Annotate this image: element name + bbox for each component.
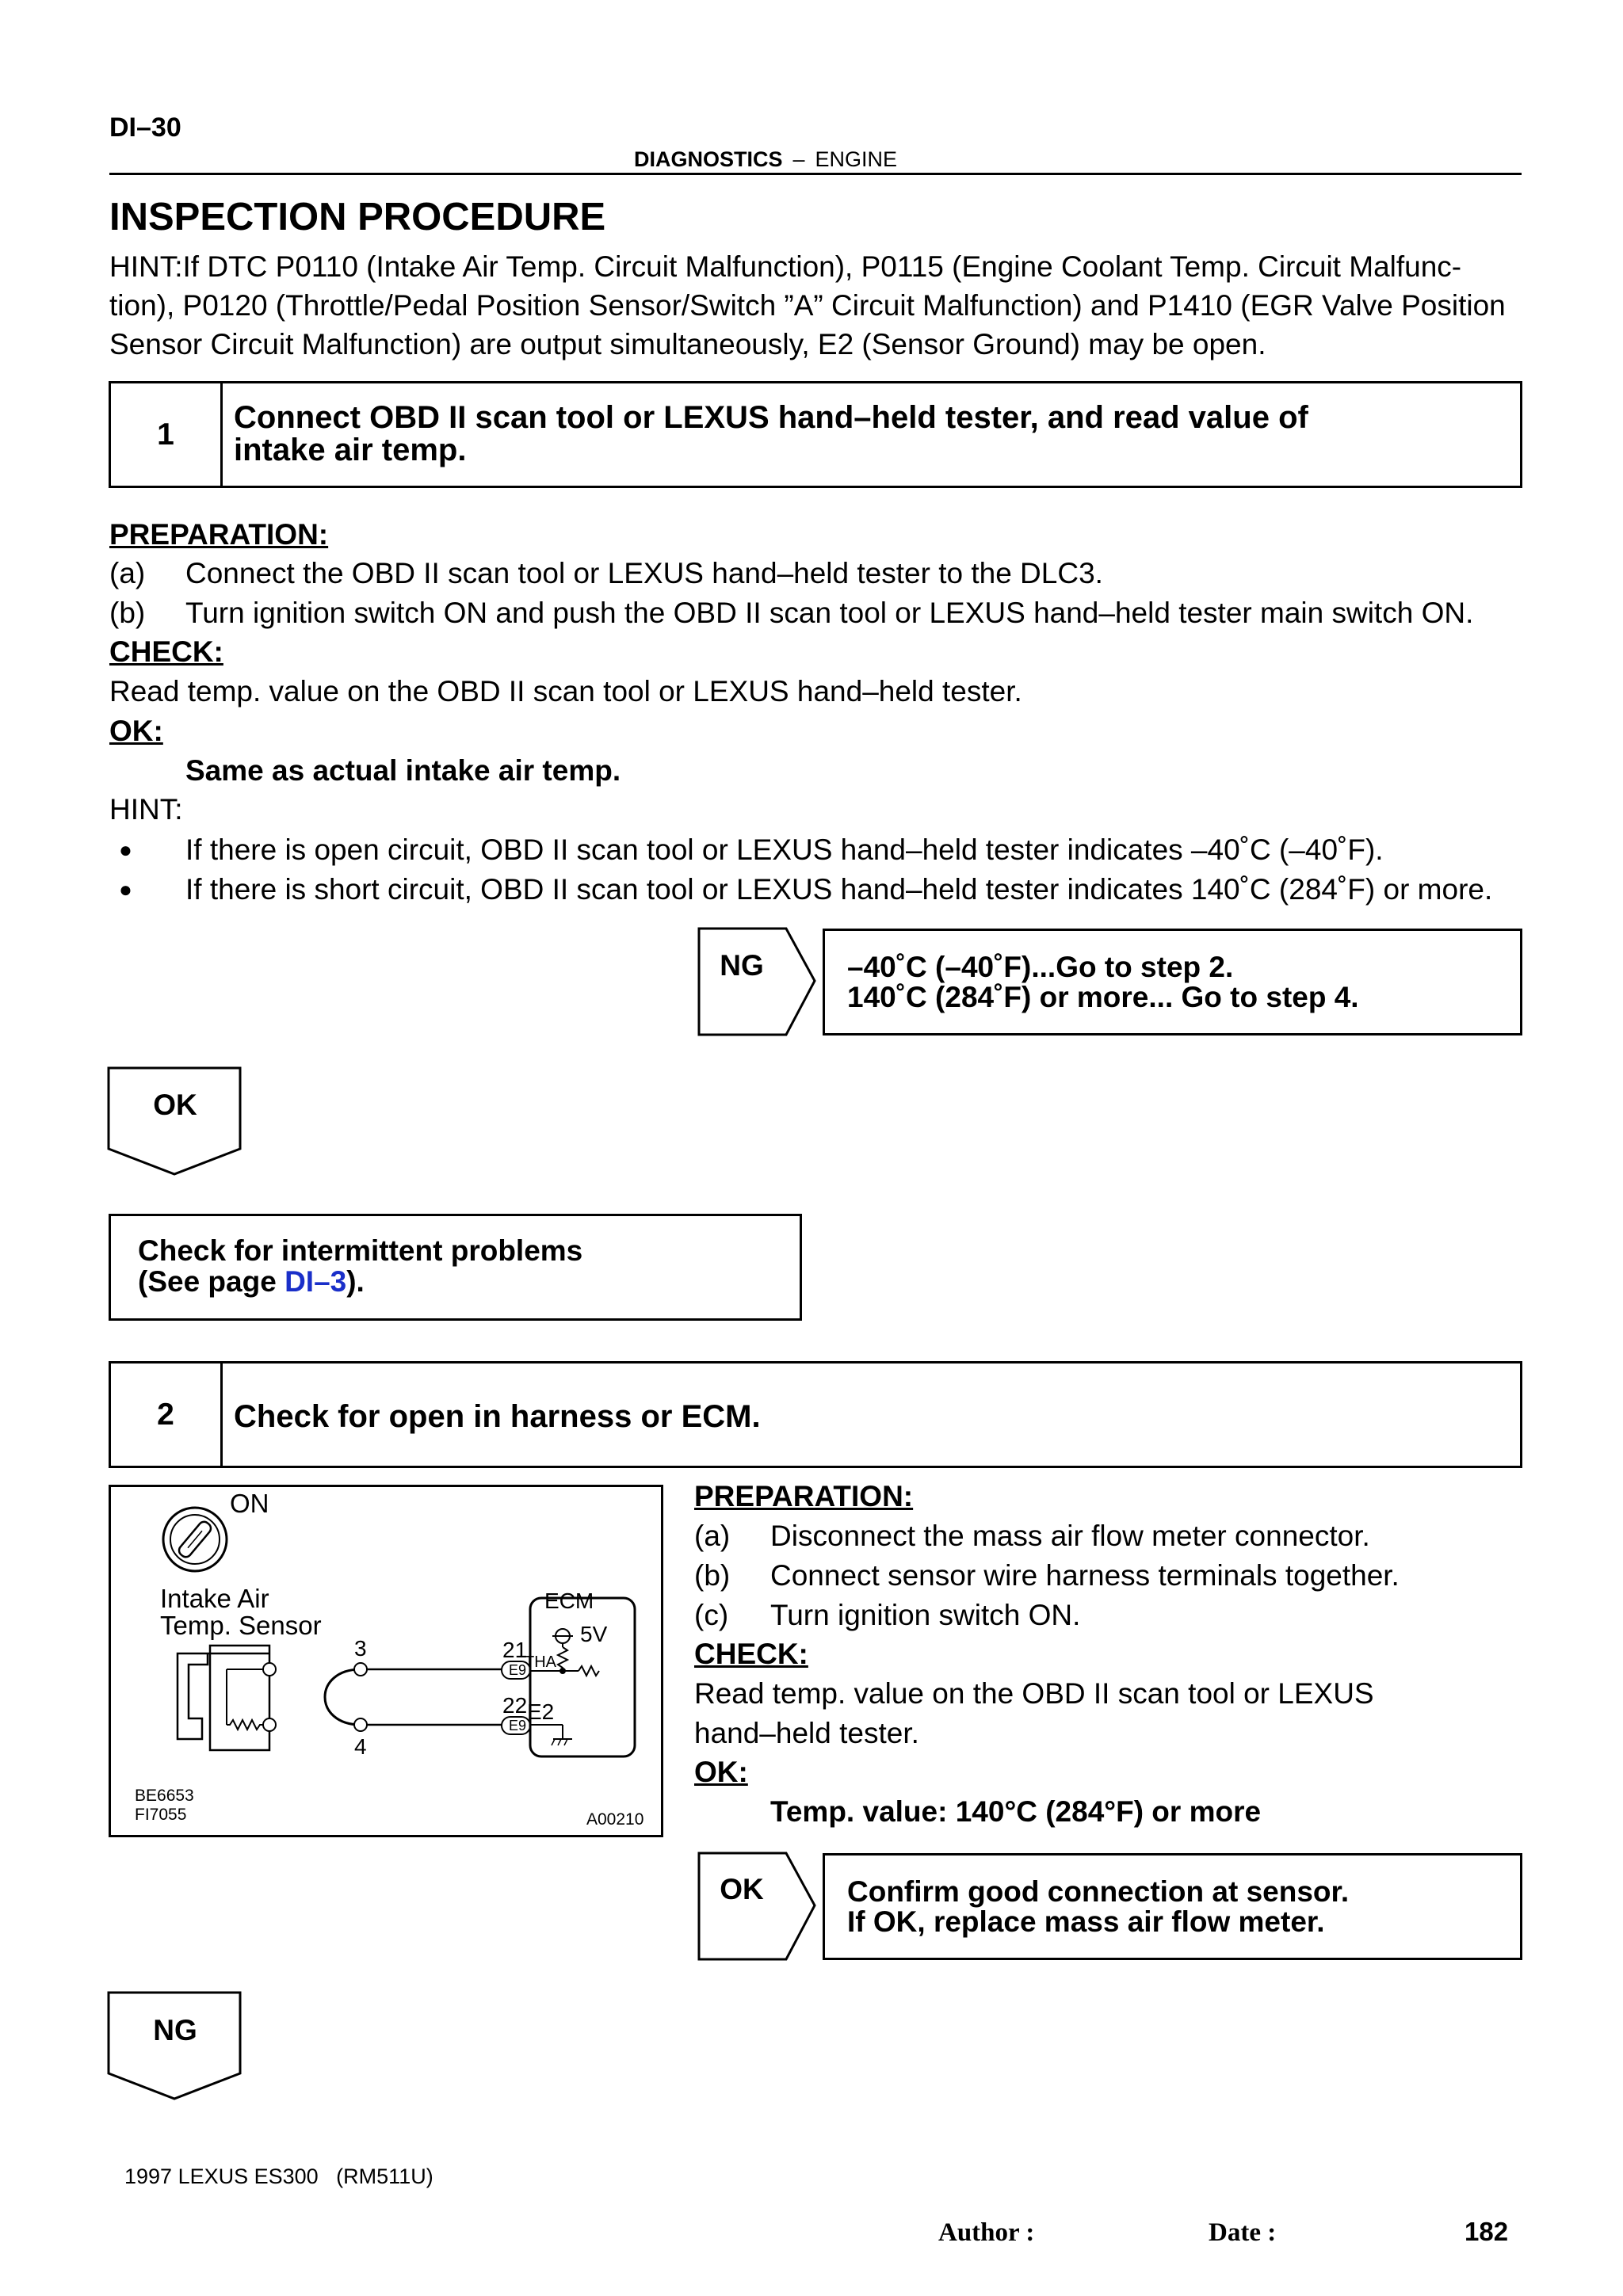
diagram-sensor-label-1: Intake Air <box>160 1584 269 1613</box>
intake-air-temp-sensor-icon <box>178 1646 276 1750</box>
page-link-di3[interactable]: DI–3 <box>285 1265 347 1298</box>
step-1-check-label: CHECK: <box>109 635 223 668</box>
page-code: DI–30 <box>109 113 181 143</box>
step-2-ok-result-line-1: Confirm good connection at sensor. <box>847 1875 1350 1908</box>
step-1-prep-b-letter: (b) <box>109 597 146 629</box>
step-2-check-line-2: hand–held tester. <box>694 1717 919 1749</box>
ignition-key-icon <box>163 1508 227 1571</box>
step-2-header <box>109 1361 1522 1468</box>
step-1-ok-arrow-label: OK <box>153 1089 197 1121</box>
ok-down-arrow-shape <box>107 1066 243 1177</box>
step-1-ng-result-box <box>823 929 1522 1035</box>
step-1-title-line-2: intake air temp. <box>234 433 467 467</box>
diagram-connector-e9-b: E9 <box>508 1718 527 1733</box>
step-2-prep-b-text: Connect sensor wire harness terminals together. <box>770 1559 1400 1592</box>
intermittent-suffix: ). <box>346 1265 365 1298</box>
step-2-prep-c-letter: (c) <box>694 1599 729 1631</box>
step-2-ok-label: OK: <box>694 1756 748 1788</box>
diagram-on-label: ON <box>230 1489 269 1518</box>
intermittent-line-2 <box>138 1266 365 1298</box>
header-subsection: ENGINE <box>815 147 898 171</box>
diagram-5v-label: 5V <box>580 1622 608 1646</box>
step-1-ng-result-line-2: 140˚C (284˚F) or more... Go to step 4. <box>847 981 1359 1013</box>
step-2-prep-c-text: Turn ignition switch ON. <box>770 1599 1081 1631</box>
ok-right-arrow-shape <box>697 1852 818 1962</box>
intermittent-line-1: Check for intermittent problems <box>138 1234 583 1267</box>
diagram-pin-22: 22 <box>502 1693 528 1718</box>
bullet-icon: ● <box>119 877 132 902</box>
jumper-wire <box>325 1669 361 1725</box>
header-rule <box>109 173 1522 175</box>
diagram-connector-e9-a: E9 <box>508 1662 527 1678</box>
step-2-ok-result-line-2: If OK, replace mass air flow meter. <box>847 1905 1325 1938</box>
step-2-title: Check for open in harness or ECM. <box>234 1399 761 1434</box>
step-2-prep-a-letter: (a) <box>694 1520 731 1552</box>
diagram-code-2: FI7055 <box>135 1806 187 1824</box>
wiring-diagram <box>109 1485 663 1837</box>
hint-intro-line-2: tion), P0120 (Throttle/Pedal Position Sensor/Switch ”A” Circuit Malfunction) and P1410 (EGR Valve Position <box>109 289 1506 322</box>
diagram-tha-label: THA <box>525 1653 556 1671</box>
step-1-hint-item-1: If there is open circuit, OBD II scan tool or LEXUS hand–held tester indicates –40˚C (–40˚F). <box>185 833 1384 866</box>
step-2-ok-result-box <box>823 1853 1522 1960</box>
bullet-icon: ● <box>119 837 132 862</box>
step-1-ng-result-line-1: –40˚C (–40˚F)...Go to step 2. <box>847 951 1234 983</box>
step-2-number: 2 <box>111 1363 223 1466</box>
diagram-code-3: A00210 <box>586 1810 644 1829</box>
step-1-check-text: Read temp. value on the OBD II scan tool or LEXUS hand–held tester. <box>109 675 1022 707</box>
footer-page-number: 182 <box>1465 2217 1509 2246</box>
page-title: INSPECTION PROCEDURE <box>109 196 606 238</box>
footer-author-label: Author : <box>938 2218 1035 2247</box>
step-2-ng-arrow-label: NG <box>153 2014 197 2046</box>
step-1-ng-arrow-label: NG <box>720 949 764 982</box>
intermittent-prefix: (See page <box>138 1265 285 1298</box>
step-1-prep-b-text: Turn ignition switch ON and push the OBD II scan tool or LEXUS hand–held tester main switch ON. <box>185 597 1474 629</box>
step-1-ok-label: OK: <box>109 715 163 747</box>
header-dash: – <box>792 147 805 171</box>
step-2-prep-a-text: Disconnect the mass air flow meter connector. <box>770 1520 1370 1552</box>
diagram-e2-label: E2 <box>527 1699 555 1724</box>
header-section <box>634 147 897 172</box>
step-1-hint-item-2: If there is short circuit, OBD II scan tool or LEXUS hand–held tester indicates 140˚C (284˚F) or more. <box>185 873 1493 906</box>
ng-arrow-shape <box>697 927 818 1038</box>
diagram-pin-21: 21 <box>502 1638 528 1662</box>
step-2-ok-arrow-label: OK <box>720 1873 764 1905</box>
step-2-prep-b-letter: (b) <box>694 1559 731 1592</box>
step-1-prep-a-letter: (a) <box>109 557 146 589</box>
step-1-ok-text: Same as actual intake air temp. <box>185 754 621 787</box>
hint-intro-line-3: Sensor Circuit Malfunction) are output simultaneously, E2 (Sensor Ground) may be open. <box>109 328 1266 360</box>
diagram-sensor-label-2: Temp. Sensor <box>160 1611 322 1640</box>
footer-model: 1997 LEXUS ES300 (RM511U) <box>124 2164 433 2188</box>
diagram-ecm-label: ECM <box>544 1589 594 1613</box>
diagram-pin-4: 4 <box>354 1734 367 1759</box>
diagram-code-1: BE6653 <box>135 1787 194 1805</box>
step-2-preparation-label: PREPARATION: <box>694 1480 914 1512</box>
step-2-check-label: CHECK: <box>694 1638 808 1670</box>
header-section-name: DIAGNOSTICS <box>634 147 783 171</box>
hint-intro-line-1: HINT:If DTC P0110 (Intake Air Temp. Circuit Malfunction), P0115 (Engine Coolant Temp. Circuit Malfunc- <box>109 250 1462 283</box>
step-1-header <box>109 381 1522 488</box>
step-1-hint-label: HINT: <box>109 793 183 826</box>
intermittent-box <box>109 1214 802 1321</box>
step-2-ok-text: Temp. value: 140°C (284°F) or more <box>770 1795 1262 1828</box>
step-2-check-line-1: Read temp. value on the OBD II scan tool or LEXUS <box>694 1677 1374 1710</box>
footer-date-label: Date : <box>1209 2218 1277 2247</box>
step-1-number: 1 <box>111 383 223 486</box>
step-1-preparation-label: PREPARATION: <box>109 518 329 551</box>
step-1-title-line-1: Connect OBD II scan tool or LEXUS hand–held tester, and read value of <box>234 400 1308 435</box>
step-1-prep-a-text: Connect the OBD II scan tool or LEXUS hand–held tester to the DLC3. <box>185 557 1103 589</box>
wiring-diagram-drawing <box>111 1487 661 1835</box>
diagram-pin-3: 3 <box>354 1636 367 1661</box>
